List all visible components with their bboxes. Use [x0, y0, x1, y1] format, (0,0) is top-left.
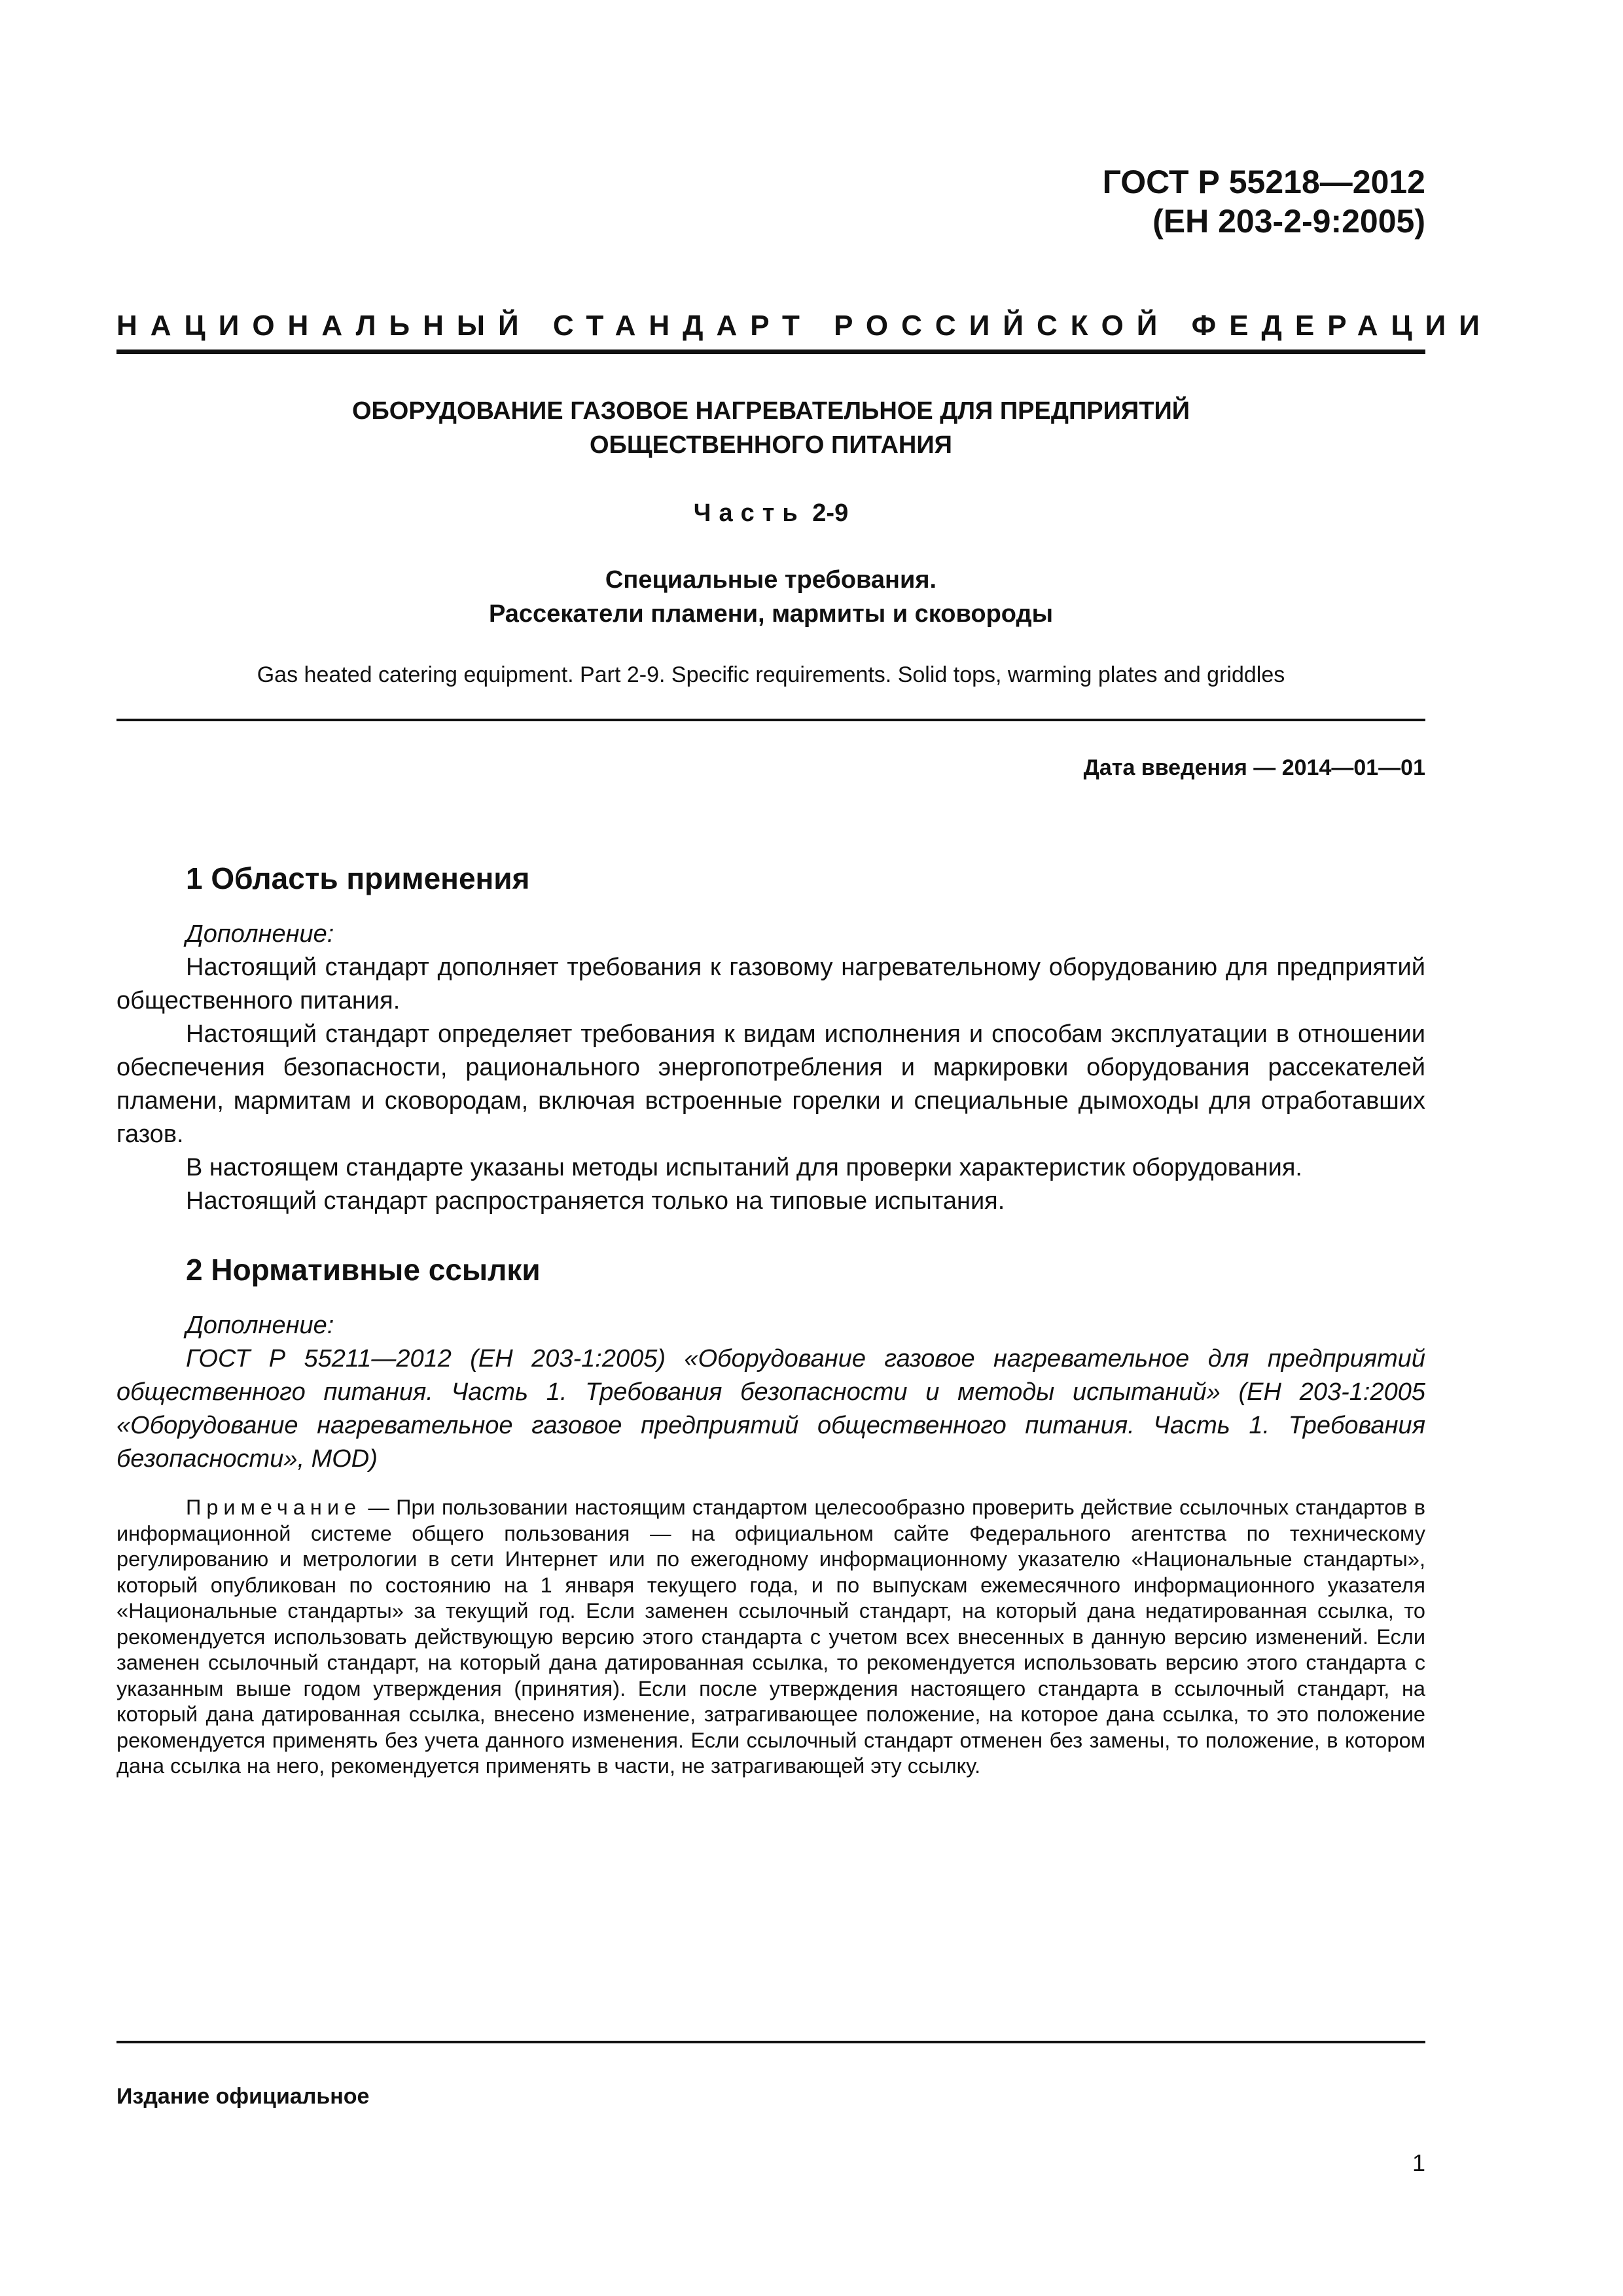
subtitle-line-2: Рассекатели пламени, мармиты и сковороды — [488, 600, 1054, 628]
section-1-paragraph: В настоящем стандарте указаны методы испытаний для проверки характеристик оборудования. — [186, 1154, 1302, 1181]
title-rule — [116, 719, 1425, 721]
section-2-heading: 2 Нормативные ссылки — [186, 1253, 541, 1287]
note-label: Примечание — [186, 1496, 362, 1519]
title-line-1: ОБОРУДОВАНИЕ ГАЗОВОЕ НАГРЕВАТЕЛЬНОЕ ДЛЯ ПРЕДПРИЯТИЙ — [351, 397, 1190, 425]
subtitle-line-1: Специальные требования. — [605, 566, 937, 594]
document-title — [116, 394, 1425, 462]
note-paragraph — [116, 1495, 1425, 1780]
section-2-addition: Дополнение: — [186, 1312, 334, 1339]
section-1-heading: 1 Область применения — [186, 861, 530, 895]
national-standard-heading: НАЦИОНАЛЬНЫЙ СТАНДАРТ РОССИЙСКОЙ ФЕДЕРАЦИИ — [116, 310, 1493, 342]
document-subtitle — [116, 563, 1425, 631]
page-number: 1 — [1412, 2149, 1425, 2176]
part-number: 2-9 — [812, 499, 849, 527]
document-number-en: (ЕН 203-2-9:2005) — [1152, 203, 1425, 240]
section-2-body — [116, 1309, 1425, 1476]
section-1-paragraph: Настоящий стандарт определяет требования к видам исполнения и способам эксплуатации в отношении обеспечения безопасности, рационального энергопотребления и маркировки оборудования рассекателей пламени, мармитам и сковородам, включая встроенные горелки и специальные дымоходы для отработавших газов. — [116, 1020, 1425, 1148]
document-number-block — [1103, 162, 1425, 241]
section-2-reference: ГОСТ Р 55211—2012 (ЕН 203-1:2005) «Оборудование газовое нагревательное для предприятий общественного питания. Часть 1. Требования безопасности и методы испытаний» (ЕН 203-1:2005 «Оборудование нагревательное газовое предприятий общественного питания. Часть 1. Требования безопасности», MOD) — [116, 1345, 1425, 1473]
title-line-2: ОБЩЕСТВЕННОГО ПИТАНИЯ — [590, 431, 952, 459]
footer-rule — [116, 2041, 1425, 2043]
section-2-note — [116, 1495, 1425, 1780]
note-text: — При пользовании настоящим стандартом целесообразно проверить действие ссылочных стандартов в информационной системе общего пользования — на официальном сайте Федерального агентства по техническому регулированию и метрологии в сети Интернет или по ежегодному информационному указателю «Национальные стандарты», который опубликован по состоянию на 1 января текущего года, и по выпускам ежемесячного информационного указателя «Национальные стандарты» за текущий год. Если заменен ссылочный стандарт, на который дана недатированная ссылка, то рекомендуется использовать действующую версию этого стандарта с учетом всех внесенных в данную версию изменений. Если заменен ссылочный стандарт, на который дана датированная ссылка, то рекомендуется использовать версию этого стандарта с указанным выше годом утверждения (принятия). Если после утверждения настоящего стандарта в ссылочный стандарт, на который дана датированная ссылка, внесено изменение, затрагивающее положение, на которое дана ссылка, то это положение рекомендуется применять без учета данного изменения. Если ссылочный стандарт отменен без замены, то положение, в котором дана ссылка на него, рекомендуется применять в части, не затрагивающей эту ссылку. — [116, 1496, 1425, 1778]
header-rule — [116, 350, 1425, 354]
part-heading — [116, 496, 1425, 530]
introduction-date: Дата введения — 2014—01—01 — [1083, 755, 1425, 780]
section-1-paragraph: Настоящий стандарт распространяется только на типовые испытания. — [186, 1187, 1005, 1215]
english-title: Gas heated catering equipment. Part 2-9. Specific requirements. Solid tops, warming plates and griddles — [257, 662, 1285, 687]
section-1-addition: Дополнение: — [186, 920, 334, 948]
document-number: ГОСТ Р 55218—2012 — [1102, 164, 1425, 200]
section-1-paragraph: Настоящий стандарт дополняет требования к газовому нагревательному оборудованию для предприятий общественного питания. — [116, 954, 1425, 1014]
part-label: Часть — [693, 499, 806, 527]
official-edition-label: Издание официальное — [116, 2084, 370, 2109]
section-1-body — [116, 918, 1425, 1218]
